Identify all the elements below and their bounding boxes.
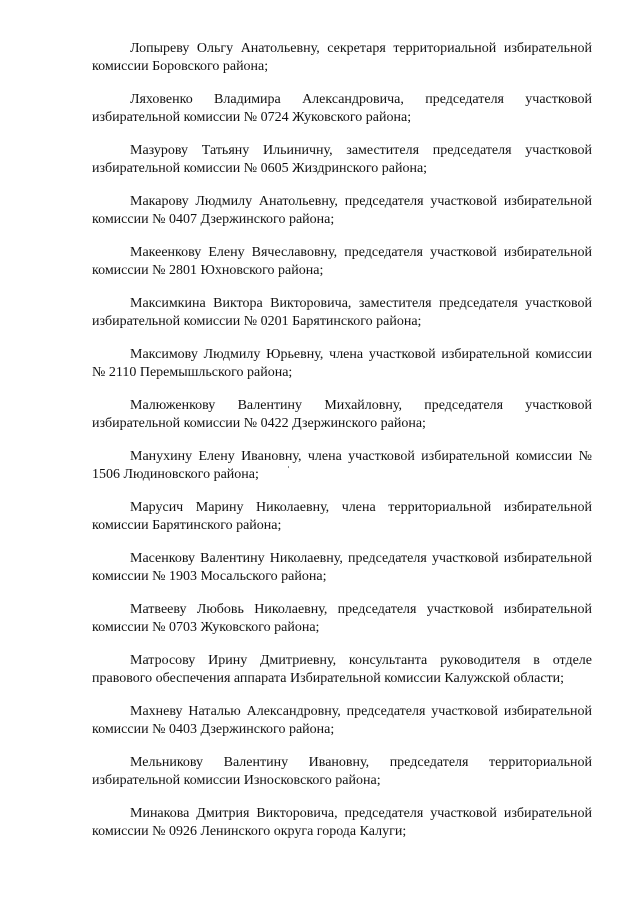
list-item: Минакова Дмитрия Викторовича, председателя участковой избирательной комиссии № 0926 Ленинского округа города Калуги; <box>92 806 592 839</box>
list-item: Лопыреву Ольгу Анатольевну, секретаря территориальной избирательной комиссии Боровского района; <box>92 41 592 74</box>
entry-list <box>92 40 592 856</box>
list-item: Макеенкову Елену Вячеславовну, председателя участковой избирательной комиссии № 2801 Юхновского района; <box>92 245 592 278</box>
list-item: Матвееву Любовь Николаевну, председателя участковой избирательной комиссии № 0703 Жуковского района; <box>92 602 592 635</box>
list-item: Масенкову Валентину Николаевну, председателя участковой избирательной комиссии № 1903 Мосальского района; <box>92 551 592 584</box>
list-item: Максимову Людмилу Юрьевну, члена участковой избирательной комиссии № 2110 Перемышльского района; <box>92 347 592 380</box>
list-item: Марусич Марину Николаевну, члена территориальной избирательной комиссии Барятинского района; <box>92 500 592 533</box>
list-item: Махневу Наталью Александровну, председателя участковой избирательной комиссии № 0403 Дзержинского района; <box>92 704 592 737</box>
list-item: Максимкина Виктора Викторовича, заместителя председателя участковой избирательной комиссии № 0201 Барятинского района; <box>92 296 592 329</box>
scan-speck <box>288 466 289 468</box>
list-item: Матросову Ирину Дмитриевну, консультанта руководителя в отделе правового обеспечения аппарата Избирательной комиссии Калужской области; <box>92 653 592 686</box>
list-item: Манухину Елену Ивановну, члена участковой избирательной комиссии № 1506 Людиновского района; <box>92 449 592 482</box>
list-item: Макарову Людмилу Анатольевну, председателя участковой избирательной комиссии № 0407 Дзержинского района; <box>92 194 592 227</box>
list-item: Мельникову Валентину Ивановну, председателя территориальной избирательной комиссии Износковского района; <box>92 755 592 788</box>
list-item: Малюженкову Валентину Михайловну, председателя участковой избирательной комиссии № 0422 Дзержинского района; <box>92 398 592 431</box>
list-item: Ляховенко Владимира Александровича, председателя участковой избирательной комиссии № 0724 Жуковского района; <box>92 92 592 125</box>
list-item: Мазурову Татьяну Ильиничну, заместителя председателя участковой избирательной комиссии № 0605 Жиздринского района; <box>92 143 592 176</box>
